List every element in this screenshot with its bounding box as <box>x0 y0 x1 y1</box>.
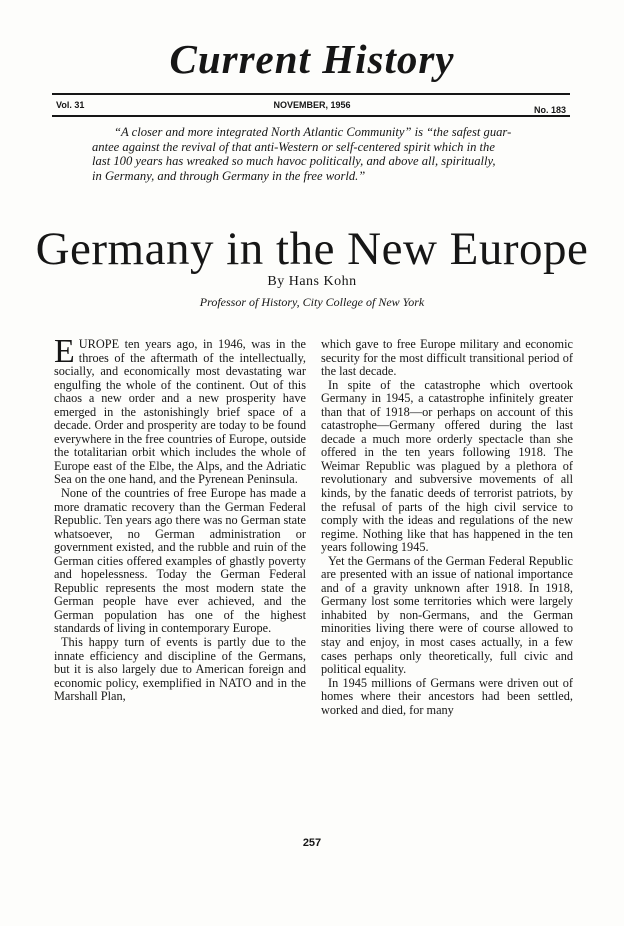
epigraph-line: in Germany, and through Germany in the free world.” <box>92 168 366 183</box>
body-paragraph: Yet the Germans of the German Federal Republic are presented with an issue of national importance and of a gravity unknown after 1918. In 1918, Germany lost some territories which were largely inhabited by non-Germans, and the German minorities living there were of course allowed to stay and enjoy, in most cases actually, in a few cases perhaps only theoretically, full civic and political equality. <box>321 553 573 677</box>
epigraph-line: last 100 years has wreaked so much havoc politically, and above all, spiritually, <box>92 154 496 168</box>
masthead: Current History <box>169 36 455 82</box>
page-number: 257 <box>302 837 322 849</box>
body-paragraph: None of the countries of free Europe has made a more dramatic recovery than the German Federal Republic. Ten years ago there was no German state whatsoever, no German administration or government existed, and the rubble and ruin of the German cities offered examples of ghastly poverty and hopelessness. Today the German Federal Republic represents the most modern state the German people have ever achieved, and the German population has one of the highest standards of living in contemporary Europe. <box>54 486 306 636</box>
left-column <box>54 333 306 704</box>
body-paragraph: This happy turn of events is partly due to the innate efficiency and discipline of the Germans, but it is also largely due to American foreign and economic policy, exemplified in NATO and in the Marshall Plan, <box>54 635 306 704</box>
body-paragraph: In 1945 millions of Germans were driven out of homes where their ancestors had been settled, worked and died, for many <box>321 675 573 717</box>
body-paragraph <box>54 333 306 487</box>
issue-number: No. 183 <box>533 105 566 115</box>
drop-cap: E <box>54 333 75 370</box>
epigraph-line: antee against the revival of that anti-Western or self-centered spirit which in the <box>92 139 495 154</box>
header-rule-top <box>52 93 570 95</box>
volume-label: Vol. 31 <box>56 100 85 110</box>
issue-line <box>56 98 568 114</box>
right-column <box>321 338 573 717</box>
epigraph-line: “A closer and more integrated North Atlantic Community” is “the safest guar- <box>114 125 512 139</box>
article-title: Germany in the New Europe <box>35 223 589 275</box>
epigraph-quote <box>92 125 552 183</box>
body-paragraph: In spite of the catastrophe which overtook Germany in 1945, a catastrophe infinitely greater than that of 1918—or perhaps on account of this catastrophe—Germany offered during the last decade a much more orderly spectacle than she offered in the ten years following 1918. The Weimar Republic was plagued by a plethora of revolutionary and subversive movements of all kinds, by the fanatic deeds of terrorist patriots, by the refusal of parts of the high civil service to comply with the ideas and regulations of the new regime. Nothing like that has happened in the ten years following 1945. <box>321 377 573 555</box>
author-affiliation: Professor of History, City College of New York <box>199 295 425 309</box>
header-rule-bottom <box>52 115 570 117</box>
paragraph-text: UROPE ten years ago, in 1946, was in the throes of the aftermath of the intellectually, socially, and economically most devastating war engulfing the whole of the continent. Out of this chaos a new order and a new prosperity have emerged in the astonishingly brief space of a decade. Order and prosperity are today to be found everywhere in the free countries of Europe, outside the totalitarian orbit which includes the whole of Europe east of the Elbe, the Alps, and the Adriatic Sea on the one hand, and the Pyrenean Peninsula. <box>54 337 306 487</box>
issue-date: NOVEMBER, 1956 <box>273 100 351 110</box>
body-paragraph: which gave to free Europe military and economic security for the most difficult transitional period of the last decade. <box>321 337 573 379</box>
article-byline: By Hans Kohn <box>267 274 357 289</box>
